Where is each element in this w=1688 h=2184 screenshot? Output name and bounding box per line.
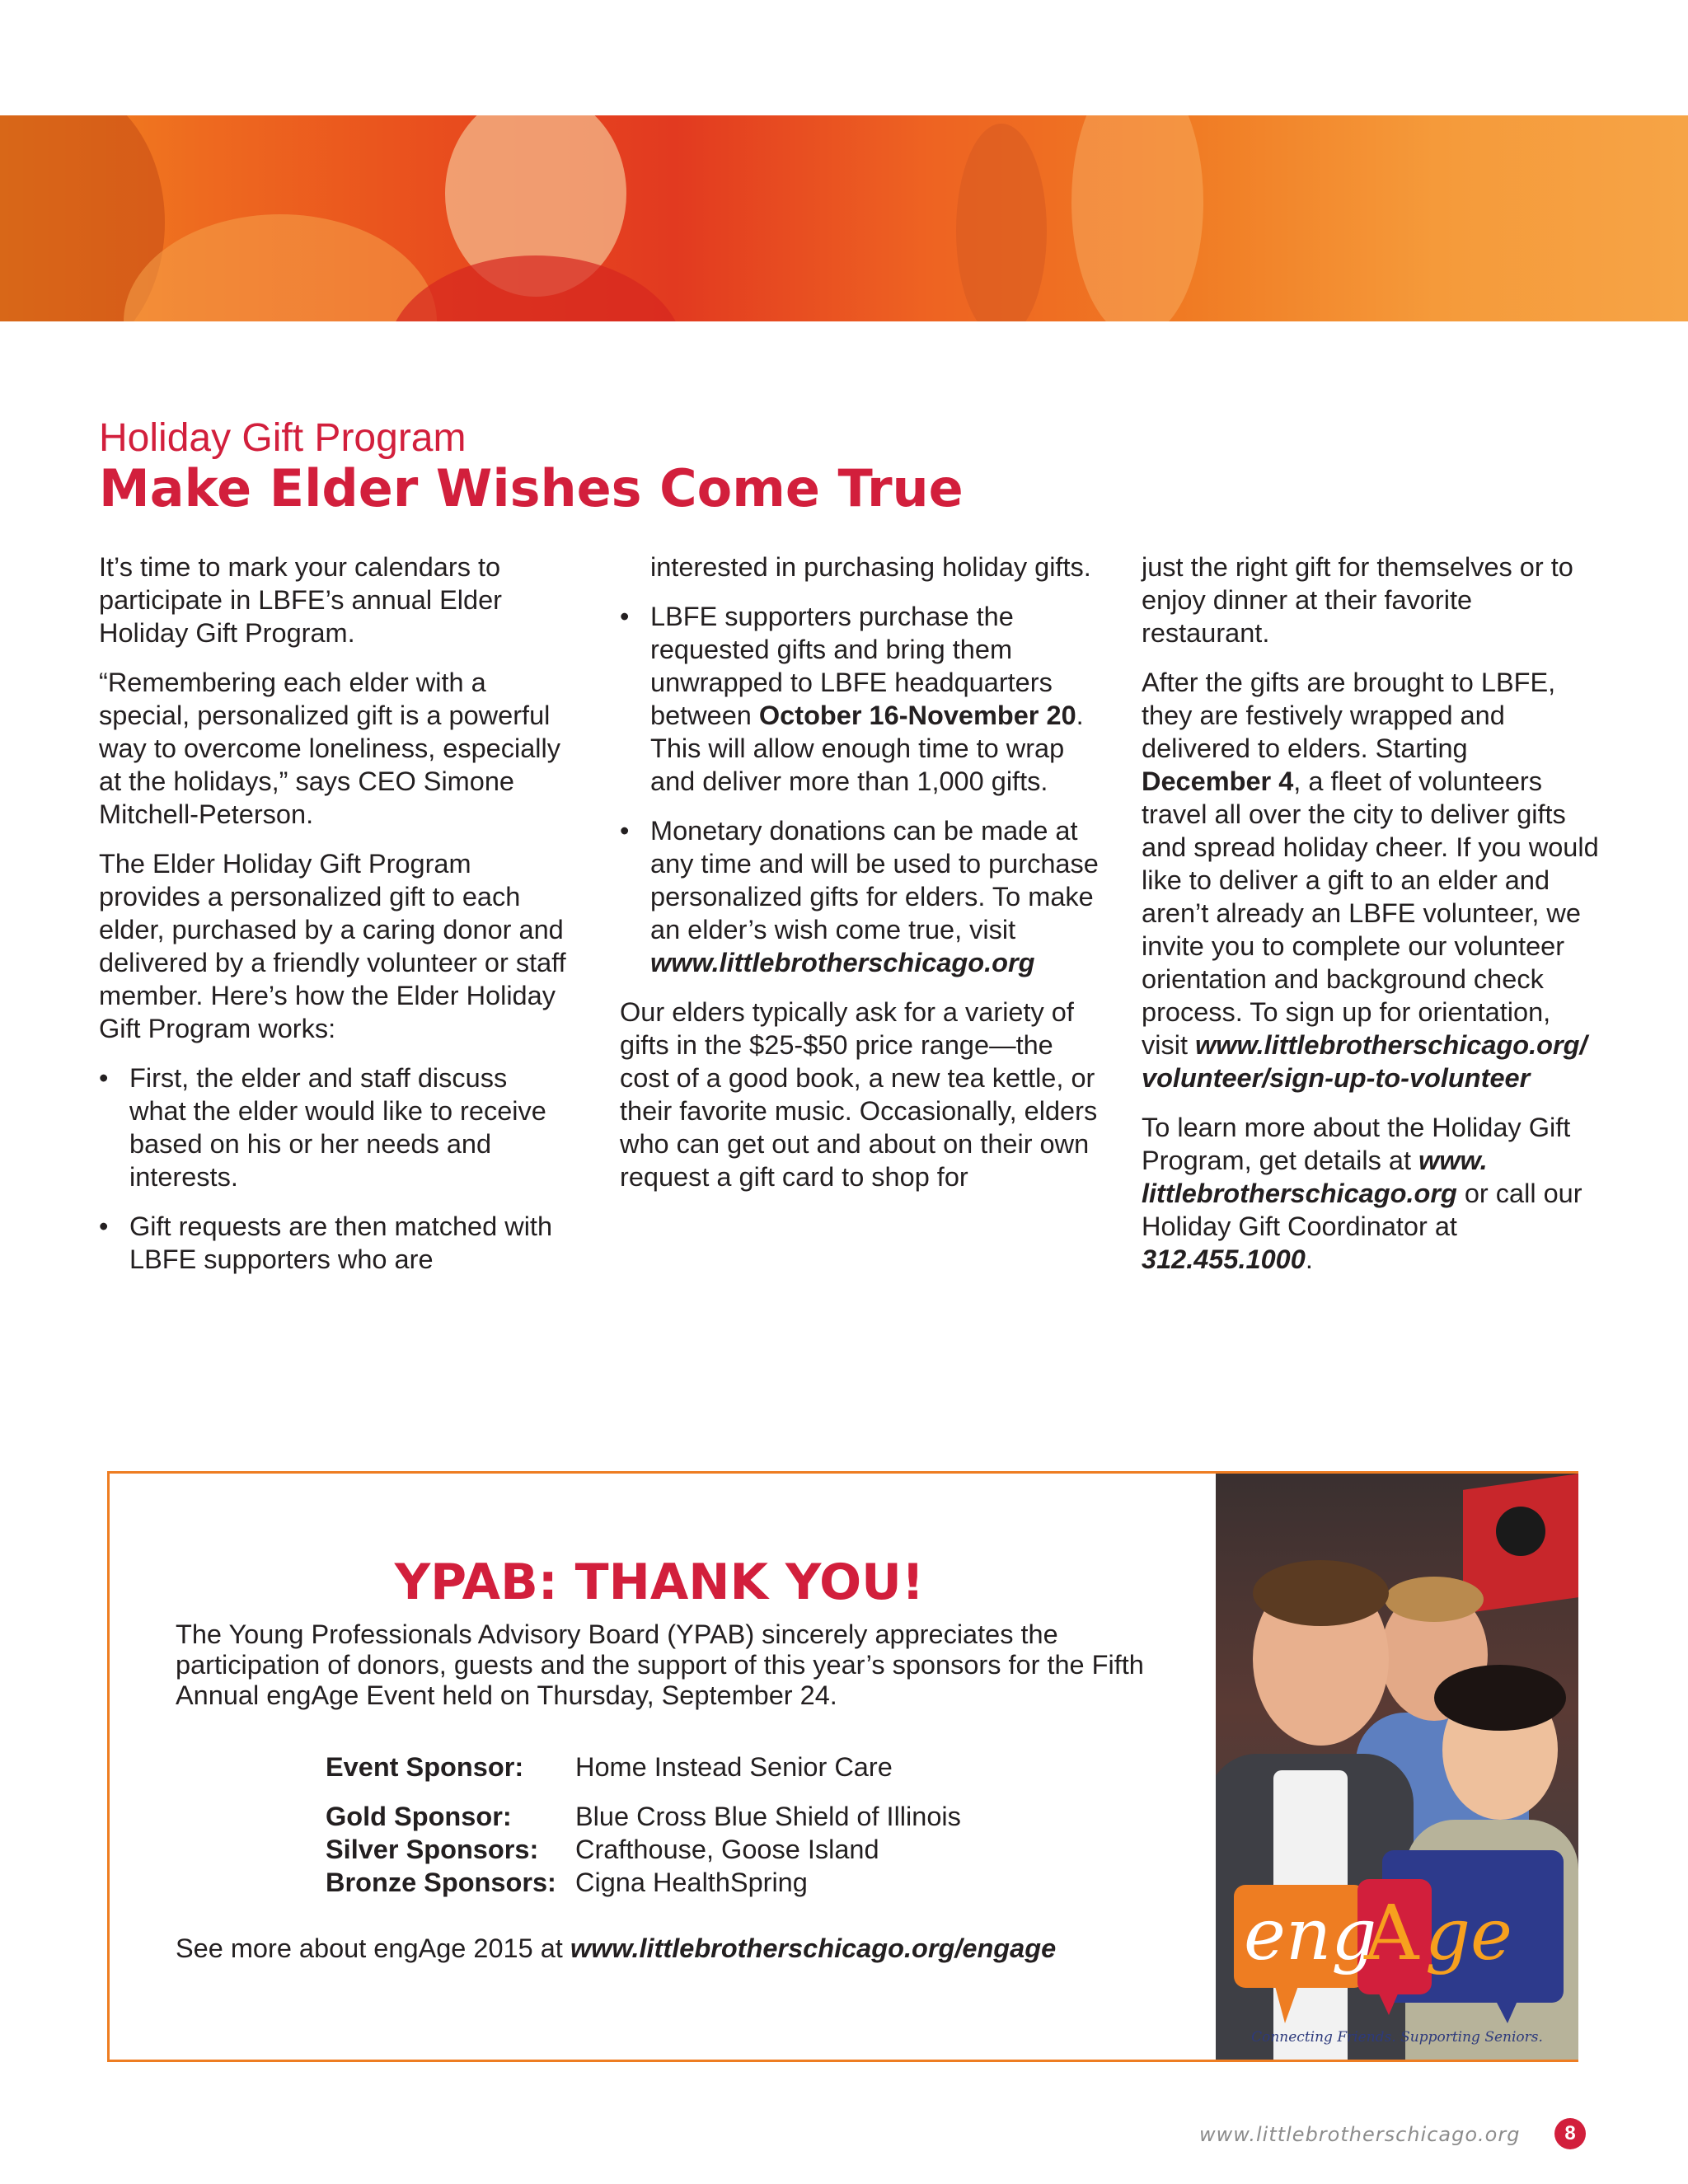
paragraph: The Elder Holiday Gift Program provides a personalized gift to each elder, purchased by a caring donor and delivered by a friendly volunteer or staff member. Here’s how the Elder Holiday Gift Program works: <box>99 849 566 1043</box>
article-column-1 <box>99 551 569 1292</box>
logo-text-eng: eng <box>1244 1894 1377 1976</box>
bullet-icon: • <box>99 1063 109 1093</box>
ypab-title: YPAB: THANK YOU! <box>394 1554 925 1611</box>
paragraph-continued: just the right gift for themselves or to enjoy dinner at their favorite restaurant. <box>1142 552 1573 648</box>
quote-paragraph: “Remembering each elder with a special, personalized gift is a powerful way to overcome loneliness, especially at the holidays,” says CEO Simone Mitchell-Peterson. <box>99 668 560 829</box>
steps-list-continued <box>620 551 1106 979</box>
paragraph: Our elders typically ask for a variety of gifts in the $25-$50 price range—the cost of a good book, a new tea kettle, or their favorite music. Occasionally, elders who can get out and about on their own request a gift card to shop for <box>620 997 1098 1192</box>
website-link[interactable]: www.littlebrotherschicago.org <box>650 948 1035 977</box>
website-link[interactable]: www. littlebrotherschicago.org <box>1142 1146 1488 1208</box>
paragraph: To learn more about the Holiday Gift Program, get details at www. littlebrotherschicago.org or call our Holiday Gift Coordinator at 312.455.1000. <box>1142 1113 1582 1274</box>
header-banner-photo <box>0 115 1688 321</box>
ypab-more-info: See more about engAge 2015 at www.littlebrotherschicago.org/engage <box>176 1933 1057 1963</box>
page-number-badge: 8 <box>1554 2118 1586 2149</box>
delivery-start-date: December 4 <box>1142 766 1294 796</box>
bullet-icon: • <box>620 602 630 631</box>
article-headline: Make Elder Wishes Come True <box>99 458 964 518</box>
paragraph: After the gifts are brought to LBFE, they are festively wrapped and delivered to elders. Starting December 4, a fleet of volunteers travel all over the city to deliver gifts and spread holiday cheer. If you would like to deliver a gift to an elder and aren’t already an LBFE volunteer, we invite you to complete our volunteer orientation and background check process. To sign up for orientation, visit www.littlebrotherschicago.org/ volunteer/sign-up-to-volunteer <box>1142 668 1599 1093</box>
list-item: • First, the elder and staff discuss what the elder would like to receive based on his or her needs and interests. <box>99 1063 546 1192</box>
list-item-continued: interested in purchasing holiday gifts. <box>650 552 1091 582</box>
bullet-icon: • <box>99 1212 109 1241</box>
sponsor-list <box>326 1750 961 1899</box>
list-item: • Gift requests are then matched with LBFE supporters who are <box>99 1212 553 1274</box>
engage-tagline: Connecting Friends. Supporting Seniors. <box>1251 2029 1543 2046</box>
sponsor-row: Gold Sponsor: Blue Cross Blue Shield of Illinois <box>326 1802 961 1831</box>
bullet-icon: • <box>620 816 630 846</box>
engage-logo <box>1234 1850 1564 2023</box>
sponsor-row: Silver Sponsors: Crafthouse, Goose Island <box>326 1835 879 1864</box>
volunteer-signup-link[interactable]: www.littlebrotherschicago.org/ volunteer/sign-up-to-volunteer <box>1142 1030 1587 1093</box>
phone-number[interactable]: 312.455.1000 <box>1142 1244 1306 1274</box>
list-item: • Monetary donations can be made at any time and will be used to purchase personalized gifts for elders. To make an elder’s wish come true, visit www.littlebrotherschicago.org <box>620 816 1099 977</box>
article-column-3 <box>1142 551 1603 1292</box>
logo-text-ge: ge <box>1425 1894 1512 1976</box>
article-column-2 <box>620 551 1106 1210</box>
article-kicker: Holiday Gift Program <box>99 416 467 460</box>
engage-link[interactable]: www.littlebrotherschicago.org/engage <box>570 1933 1057 1963</box>
sponsor-row: Event Sponsor: Home Instead Senior Care <box>326 1752 893 1782</box>
footer-website[interactable]: www.littlebrotherschicago.org <box>1199 2123 1521 2146</box>
logo-text-a: A <box>1364 1889 1419 1977</box>
steps-list <box>99 1062 569 1276</box>
drop-off-dates: October 16-November 20 <box>758 701 1076 730</box>
list-item: • LBFE supporters purchase the requested gifts and bring them unwrapped to LBFE headquarters between October 16-November 20. This will allow enough time to wrap and deliver more than 1,000 gifts. <box>620 602 1084 796</box>
ypab-intro: The Young Professionals Advisory Board (YPAB) sincerely appreciates the participation of donors, guests and the support of this year’s sponsors for the Fifth Annual engAge Event held on Thursday, September 24. <box>176 1619 1144 1710</box>
paragraph: It’s time to mark your calendars to participate in LBFE’s annual Elder Holiday Gift Program. <box>99 552 502 648</box>
sponsor-row: Bronze Sponsors: Cigna HealthSpring <box>326 1868 808 1897</box>
